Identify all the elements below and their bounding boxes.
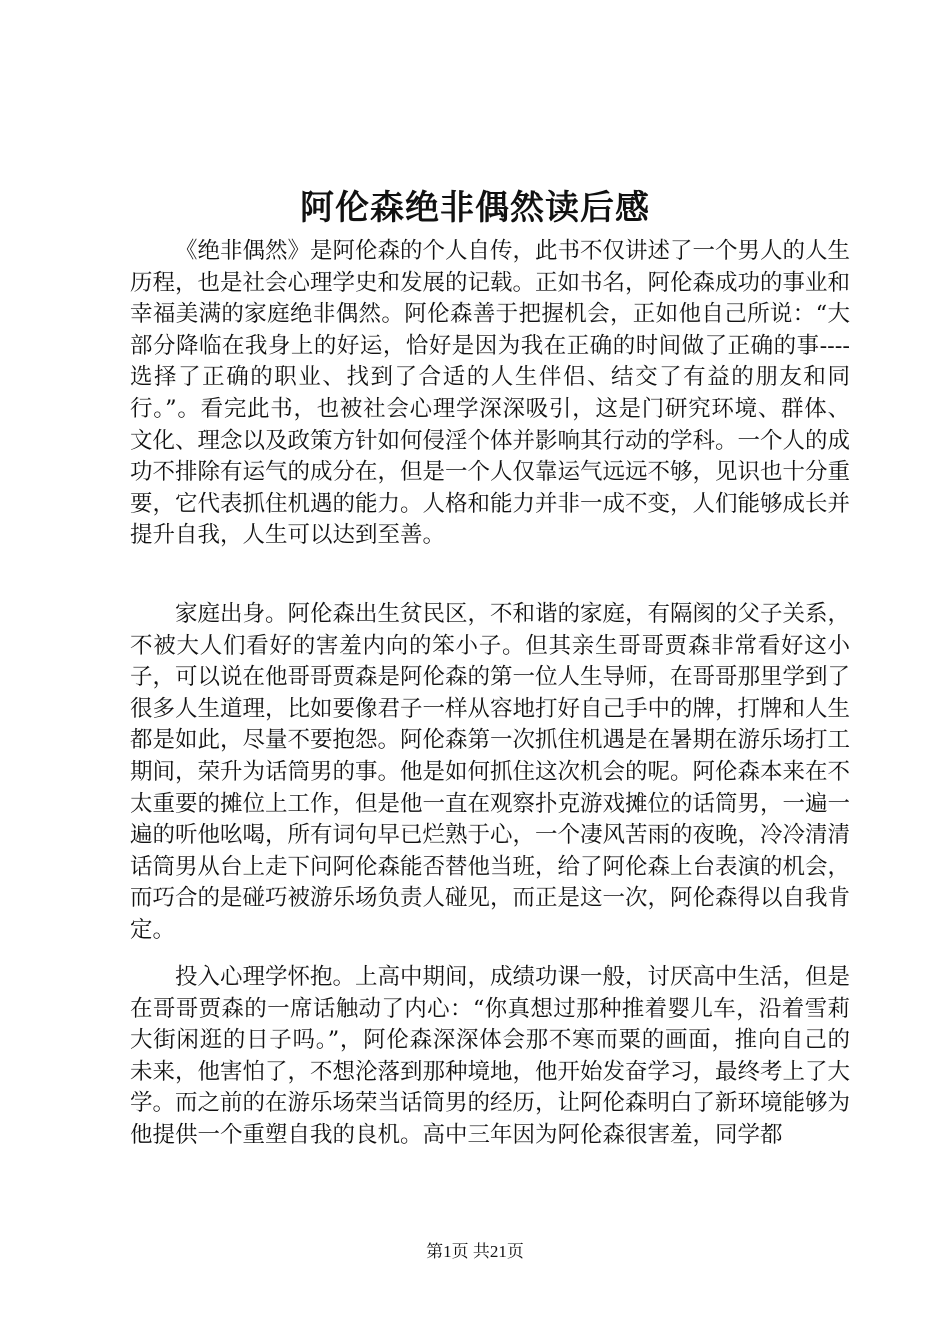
paragraph-block-family bbox=[130, 599, 850, 947]
paragraph: 《绝非偶然》是阿伦森的个人自传，此书不仅讲述了一个男人的人生历程，也是社会心理学史和发展的记载。正如书名，阿伦森成功的事业和幸福美满的家庭绝非偶然。阿伦森善于把握机会，正如他自己所说：“大部分降临在我身上的好运，恰好是因为我在正确的时间做了正确的事----选择了正确的职业、找到了合适的人生伴侣、结交了有益的朋友和同行。”。看完此书，也被社会心理学深深吸引，这是门研究环境、群体、文化、理念以及政策方针如何侵淫个体并影响其行动的学科。一个人的成功不排除有运气的成分在，但是一个人仅靠运气远远不够，见识也十分重要，它代表抓住机遇的能力。人格和能力并非一成不变，人们能够成长并提升自我，人生可以达到至善。 bbox=[130, 238, 851, 549]
document-title: 阿伦森绝非偶然读后感 bbox=[300, 188, 650, 228]
page-footer: 第1页 共21页 bbox=[426, 1242, 524, 1261]
paragraph: 投入心理学怀抱。上高中期间，成绩功课一般，讨厌高中生活，但是在哥哥贾森的一席话触动了内心：“你真想过那种推着婴儿车，沿着雪莉大街闲逛的日子吗。”，阿伦森深深体会那不寒而粟的画面，推向自己的未来，他害怕了，不想沦落到那种境地，他开始发奋学习，最终考上了大学。而之前的在游乐场荣当话筒男的经历，让阿伦森明白了新环境能够为他提供一个重塑自我的良机。高中三年因为阿伦森很害羞，同学都 bbox=[130, 964, 851, 1148]
paragraph: 家庭出身。阿伦森出生贫民区，不和谐的家庭，有隔阂的父子关系，不被大人们看好的害羞内向的笨小子。但其亲生哥哥贾森非常看好这小子，可以说在他哥哥贾森是阿伦森的第一位人生导师，在哥哥那里学到了很多人生道理，比如要像君子一样从容地打好自己手中的牌，打牌和人生都是如此，尽量不要抱怨。阿伦森第一次抓住机遇是在暑期在游乐场打工期间，荣升为话筒男的事。他是如何抓住这次机会的呢。阿伦森本来在不太重要的摊位上工作，但是他一直在观察扑克游戏摊位的话筒男，一遍一遍的听他吆喝，所有词句早已烂熟于心，一个凄风苦雨的夜晚，冷冷清清话筒男从台上走下问阿伦森能否替他当班，给了阿伦森上台表演的机会，而巧合的是碰巧被游乐场负责人碰见，而正是这一次，阿伦森得以自我肯定。 bbox=[130, 601, 851, 943]
paragraph-block-intro bbox=[130, 236, 850, 552]
paragraph-block-psychology bbox=[130, 962, 850, 1152]
